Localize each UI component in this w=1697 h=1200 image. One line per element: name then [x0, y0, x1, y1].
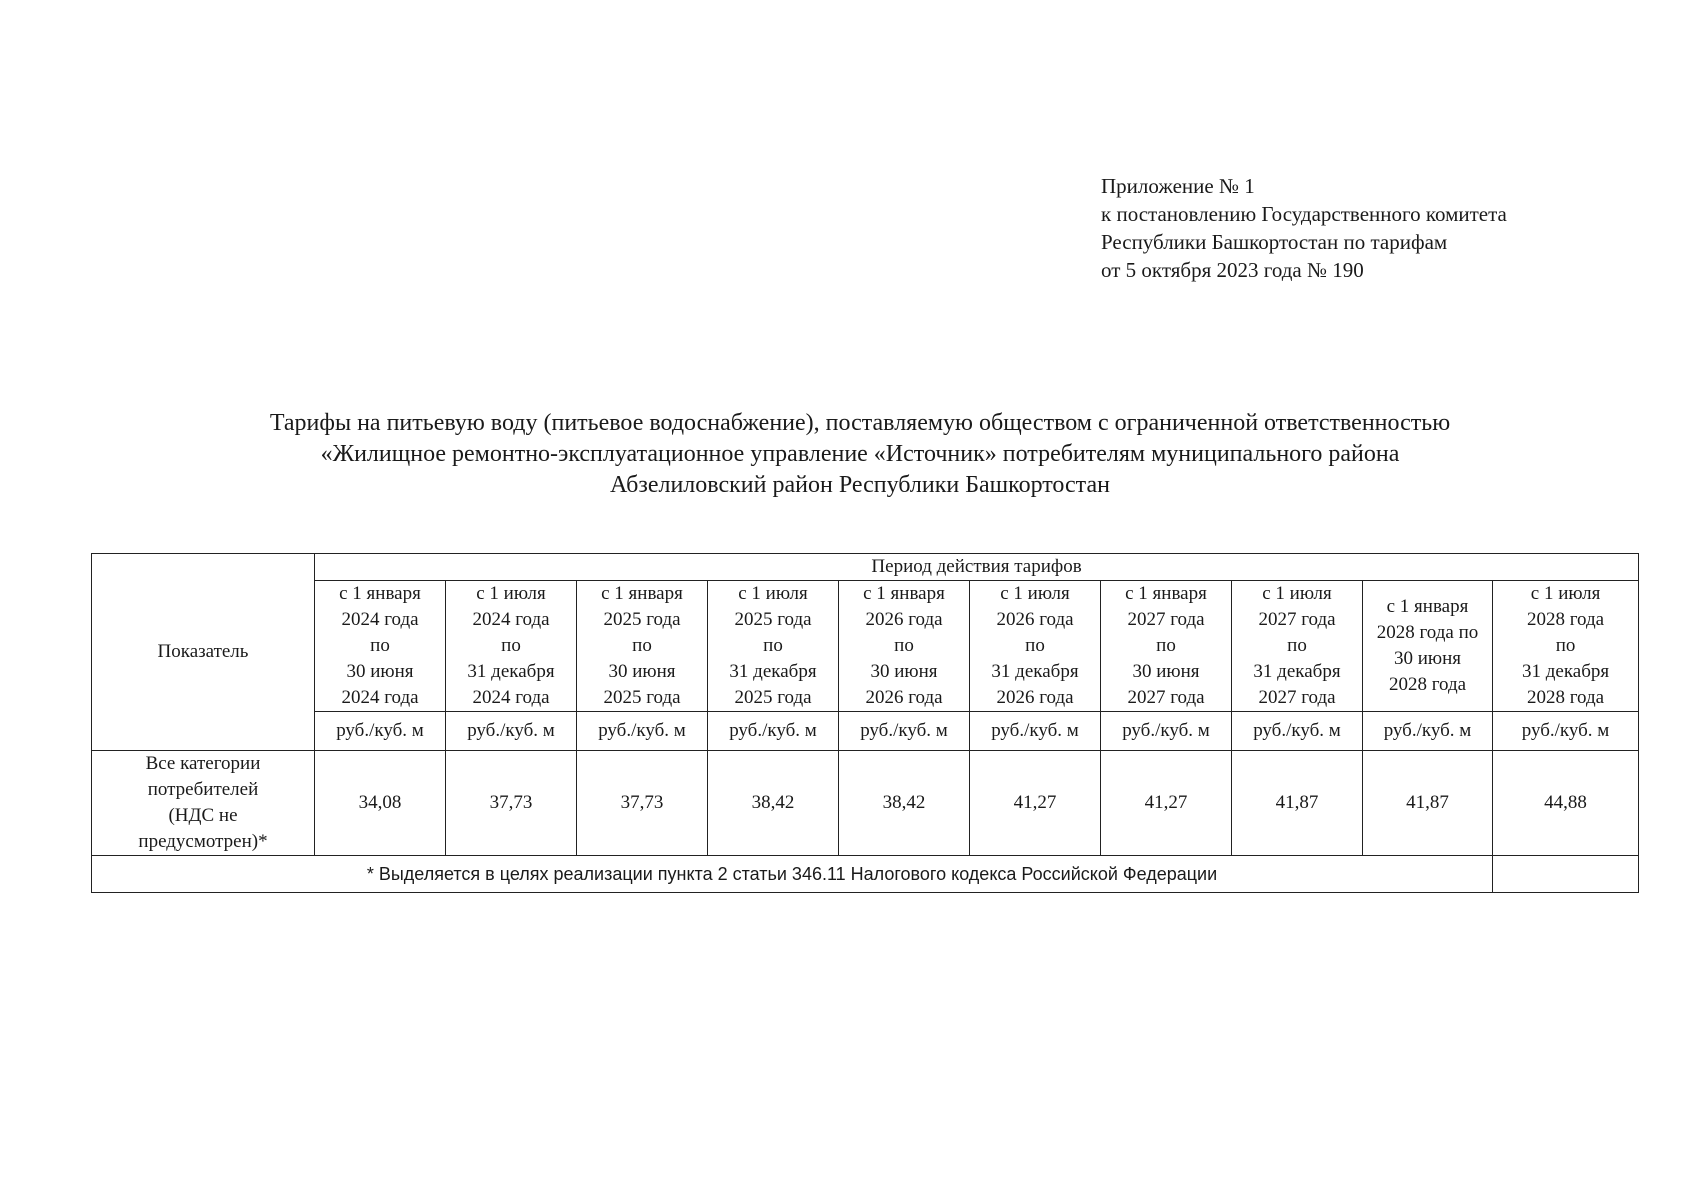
period-line: 2024 года — [472, 609, 550, 630]
period-line: по — [501, 635, 521, 656]
period-line: 31 декабря — [1253, 661, 1341, 682]
period-line: с 1 января — [339, 583, 421, 604]
period-line: 2028 года — [1526, 687, 1605, 708]
category-line: предусмотрен)* — [138, 831, 268, 852]
period-line: 31 декабря — [729, 661, 817, 682]
period-line: 2025 года — [603, 687, 681, 708]
period-line: 30 июня — [1393, 648, 1462, 669]
document-title — [120, 408, 1600, 501]
category-line: потребителей — [147, 779, 259, 800]
table-row — [92, 751, 1639, 856]
unit-cell: руб./куб. м — [970, 712, 1101, 751]
tariff-value-cell: 34,08 — [315, 751, 446, 856]
period-header: Период действия тарифов — [315, 554, 1639, 581]
period-line: 2027 года — [1258, 609, 1336, 630]
period-line: 2025 года — [734, 609, 812, 630]
period-line: 30 июня — [870, 661, 938, 682]
period-line: с 1 июля — [476, 583, 546, 604]
period-cell — [1101, 581, 1232, 712]
category-line: (НДС не — [168, 805, 238, 826]
unit-cell: руб./куб. м — [577, 712, 708, 751]
period-line: с 1 января — [601, 583, 683, 604]
footnote: * Выделяется в целях реализации пункта 2 статьи 346.11 Налогового кодекса Российской Федерации — [92, 856, 1493, 893]
period-line: 2027 года — [1258, 687, 1336, 708]
period-line: по — [763, 635, 783, 656]
period-line: с 1 января — [1386, 596, 1469, 617]
period-cell — [577, 581, 708, 712]
unit-cell: руб./куб. м — [1493, 712, 1639, 751]
appendix-line: Приложение № 1 — [1101, 174, 1255, 198]
appendix-block — [1101, 172, 1507, 284]
period-line: 2028 года по — [1376, 622, 1479, 643]
unit-cell: руб./куб. м — [315, 712, 446, 751]
period-line: по — [1156, 635, 1176, 656]
period-line: 2024 года — [341, 687, 419, 708]
period-line: 2024 года — [341, 609, 419, 630]
unit-cell: руб./куб. м — [708, 712, 839, 751]
period-line: 2027 года — [1127, 687, 1205, 708]
period-line: 30 июня — [608, 661, 676, 682]
period-line: с 1 июля — [1262, 583, 1332, 604]
title-line: Абзелиловский район Республики Башкортостан — [610, 472, 1110, 498]
tariff-value-cell: 37,73 — [446, 751, 577, 856]
unit-cell: руб./куб. м — [1232, 712, 1363, 751]
period-line: по — [1287, 635, 1307, 656]
period-line: 31 декабря — [1521, 661, 1610, 682]
period-line: с 1 января — [1125, 583, 1207, 604]
period-line: 2026 года — [996, 609, 1074, 630]
tariff-value-cell: 41,27 — [970, 751, 1101, 856]
unit-cell: руб./куб. м — [1101, 712, 1232, 751]
period-line: 2024 года — [472, 687, 550, 708]
empty-cell — [1493, 856, 1639, 893]
period-cell — [1363, 581, 1493, 712]
units-row — [92, 712, 1639, 751]
tariff-value-cell: 41,27 — [1101, 751, 1232, 856]
period-line: по — [1555, 635, 1576, 656]
period-cell — [1493, 581, 1639, 712]
period-line: с 1 июля — [1000, 583, 1070, 604]
period-line: по — [1025, 635, 1045, 656]
title-line: Тарифы на питьевую воду (питьевое водоснабжение), поставляемую обществом с ограниченной ответственностью — [269, 410, 1451, 436]
period-line: 31 декабря — [991, 661, 1079, 682]
tariff-value-cell: 41,87 — [1363, 751, 1493, 856]
tariff-value-cell: 44,88 — [1493, 751, 1639, 856]
tariff-value-cell: 38,42 — [839, 751, 970, 856]
period-line: с 1 января — [863, 583, 945, 604]
category-cell — [92, 751, 315, 856]
period-line: 2026 года — [865, 609, 943, 630]
period-cell — [708, 581, 839, 712]
period-line: по — [894, 635, 914, 656]
appendix-line: к постановлению Государственного комитета — [1101, 202, 1507, 226]
title-line: «Жилищное ремонтно-эксплуатационное управление «Источник» потребителям муниципального района — [320, 441, 1400, 467]
period-line: 2026 года — [865, 687, 943, 708]
unit-cell: руб./куб. м — [839, 712, 970, 751]
period-line: по — [370, 635, 390, 656]
unit-cell: руб./куб. м — [446, 712, 577, 751]
period-line: 31 декабря — [467, 661, 555, 682]
period-cell — [970, 581, 1101, 712]
period-line: 2025 года — [603, 609, 681, 630]
appendix-line: от 5 октября 2023 года № 190 — [1101, 258, 1364, 282]
period-line: 2028 года — [1526, 609, 1605, 630]
period-cell — [1232, 581, 1363, 712]
period-line: 30 июня — [346, 661, 414, 682]
period-line: 2027 года — [1127, 609, 1205, 630]
period-cell — [446, 581, 577, 712]
indicator-header: Показатель — [92, 554, 315, 751]
tariff-value-cell: 38,42 — [708, 751, 839, 856]
unit-cell: руб./куб. м — [1363, 712, 1493, 751]
period-cell — [839, 581, 970, 712]
category-line: Все категории — [145, 753, 261, 774]
period-line: с 1 июля — [738, 583, 808, 604]
tariff-value-cell: 37,73 — [577, 751, 708, 856]
period-cell — [315, 581, 446, 712]
period-line: 2026 года — [996, 687, 1074, 708]
period-line: 2028 года — [1388, 674, 1467, 695]
tariff-value-cell: 41,87 — [1232, 751, 1363, 856]
period-line: 2025 года — [734, 687, 812, 708]
periods-row — [92, 581, 1639, 712]
tariff-table — [91, 553, 1639, 893]
period-line: с 1 июля — [1530, 583, 1601, 604]
period-line: 30 июня — [1132, 661, 1200, 682]
appendix-line: Республики Башкортостан по тарифам — [1101, 230, 1448, 254]
period-line: по — [632, 635, 652, 656]
